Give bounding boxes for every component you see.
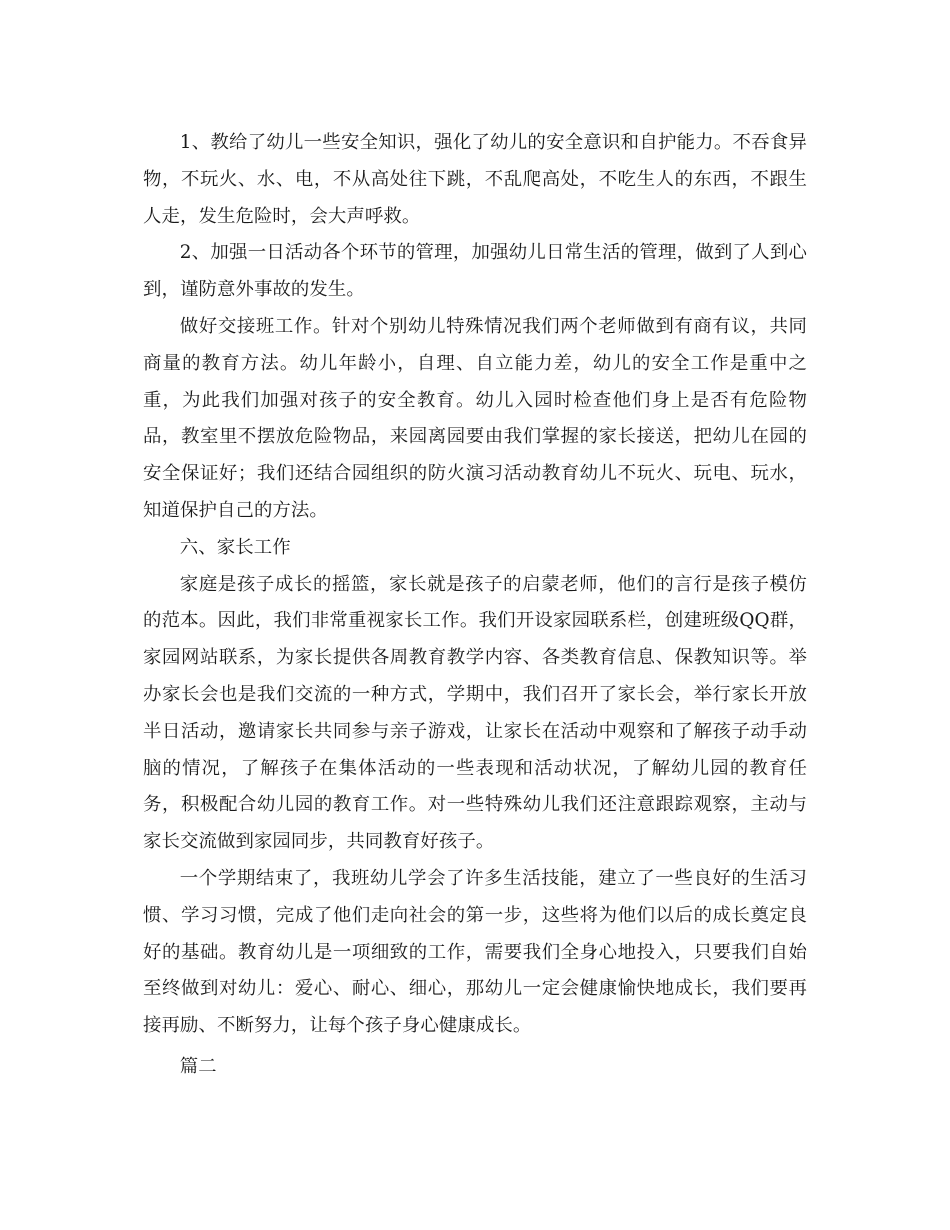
paragraph-daily-management: 2、加强一日活动各个环节的管理，加强幼儿日常生活的管理，做到了人到心到，谨防意外事故的发生。 <box>143 242 807 301</box>
paragraph-parent-work: 家庭是孩子成长的摇篮，家长就是孩子的启蒙老师，他们的言行是孩子模仿的范本。因此，我们非常重视家长工作。我们开设家园联系栏，创建班级QQ群，家园网站联系，为家长提供各周教育教学内容、各类教育信息、保教知识等。举办家长会也是我们交流的一种方式，学期中，我们召开了家长会，举行家长开放半日活动，邀请家长共同参与亲子游戏，让家长在活动中观察和了解孩子动手动脑的情况，了解孩子在集体活动的一些表现和活动状况，了解幼儿园的教育任务，积极配合幼儿园的教育工作。对一些特殊幼儿我们还注意跟踪观察，主动与家长交流做到家园同步，共同教育好孩子。 <box>143 573 807 853</box>
section-heading-part-two: 篇二 <box>179 1055 217 1077</box>
paragraph-semester-summary: 一个学期结束了，我班幼儿学会了许多生活技能，建立了一些良好的生活习惯、学习习惯，完成了他们走向社会的第一步，这些将为他们以后的成长奠定良好的基础。教育幼儿是一项细致的工作，需要我们全身心地投入，只要我们自始至终做到对幼儿：爱心、耐心、细心，那幼儿一定会健康愉快地成长，我们要再接再励、不断努力，让每个孩子身心健康成长。 <box>143 867 807 1037</box>
section-heading-parent-work: 六、家长工作 <box>179 536 291 558</box>
document-body <box>143 125 807 1086</box>
paragraph-shift-handover: 做好交接班工作。针对个别幼儿特殊情况我们两个老师做到有商有议，共同商量的教育方法。幼儿年龄小，自理、自立能力差，幼儿的安全工作是重中之重，为此我们加强对孩子的安全教育。幼儿入园时检查他们身上是否有危险物品，教室里不摆放危险物品，来园离园要由我们掌握的家长接送，把幼儿在园的安全保证好；我们还结合园组织的防火演习活动教育幼儿不玩火、玩电、玩水，知道保护自己的方法。 <box>143 315 807 521</box>
paragraph-safety-knowledge: 1、教给了幼儿一些安全知识，强化了幼儿的安全意识和自护能力。不吞食异物，不玩火、水、电，不从高处往下跳，不乱爬高处，不吃生人的东西，不跟生人走，发生危险时，会大声呼救。 <box>143 132 807 227</box>
